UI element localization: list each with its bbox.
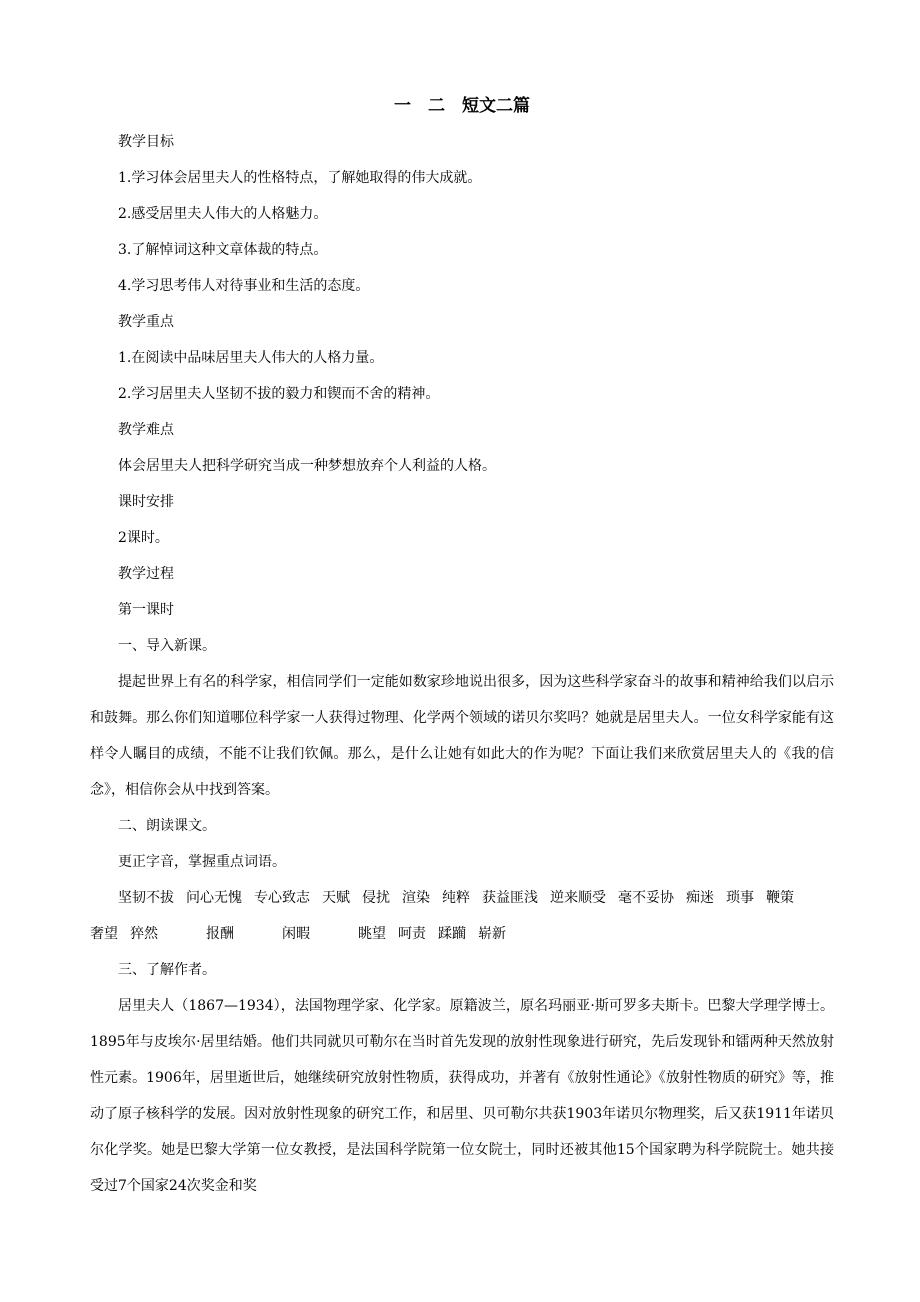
schedule-text: 2课时。: [118, 530, 169, 546]
goal-item: 2.感受居里夫人伟大的人格魅力。: [118, 206, 328, 222]
vocab-word: 报酬: [206, 926, 234, 942]
key-point-item: 1.在阅读中品味居里夫人伟大的人格力量。: [118, 350, 384, 366]
intro-paragraph: 提起世界上有名的科学家，相信同学们一定能如数家珍地说出很多，因为这些科学家奋斗的故事和精神给我们以启示和鼓舞。那么你们知道哪位科学家一人获得过物理、化学两个领域的诺贝尔奖吗？她就是居里夫人。一位女科学家能有这样令人瞩目的成绩，不能不让我们钦佩。那么，是什么让她有如此大的作为呢？下面让我们来欣赏居里夫人的《我的信念》，相信你会从中找到答案。: [90, 674, 834, 798]
vocab-word: 崭新: [478, 926, 506, 942]
vocab-word: 呵责: [398, 926, 426, 942]
heading-process: 教学过程: [118, 566, 174, 582]
vocab-word: 天赋: [322, 890, 350, 906]
vocab-word: 渲染: [402, 890, 430, 906]
document-page: [90, 88, 834, 1204]
vocab-word: 猝然: [130, 926, 158, 942]
heading-key-points: 教学重点: [118, 314, 174, 330]
section-reading-heading: 二、朗读课文。: [118, 818, 216, 834]
section-intro-heading: 一、导入新课。: [118, 638, 216, 654]
heading-goals: 教学目标: [118, 134, 174, 150]
vocab-word: 鞭策: [766, 890, 794, 906]
vocab-word: 闲暇: [282, 926, 310, 942]
heading-schedule: 课时安排: [118, 494, 174, 510]
heading-difficult-point: 教学难点: [118, 422, 174, 438]
vocab-word: 侵扰: [362, 890, 390, 906]
vocabulary-list: [90, 880, 834, 952]
vocab-word: 坚韧不拔: [118, 890, 174, 906]
vocab-word: 痴迷: [686, 890, 714, 906]
lesson-one-label: 第一课时: [118, 602, 174, 618]
goal-item: 1.学习体会居里夫人的性格特点，了解她取得的伟大成就。: [118, 170, 482, 186]
vocab-word: 蹂躏: [438, 926, 466, 942]
vocab-word: 琐事: [726, 890, 754, 906]
reading-task-text: 更正字音，掌握重点词语。: [118, 854, 286, 870]
goal-item: 4.学习思考伟人对待事业和生活的态度。: [118, 278, 370, 294]
vocab-word: 问心无愧: [186, 890, 242, 906]
vocab-word: 毫不妥协: [618, 890, 674, 906]
vocab-word: 逆来顺受: [550, 890, 606, 906]
key-point-item: 2.学习居里夫人坚韧不拔的毅力和锲而不舍的精神。: [118, 386, 440, 402]
author-paragraph: 居里夫人（1867—1934），法国物理学家、化学家。原籍波兰，原名玛丽亚·斯可罗多夫斯卡。巴黎大学理学博士。1895年与皮埃尔·居里结婚。他们共同就贝可勒尔在当时首先发现的放射性现象进行研究，先后发现钋和镭两种天然放射性元素。1906年，居里逝世后，她继续研究放射性物质，获得成功，并著有《放射性通论》《放射性物质的研究》等，推动了原子核科学的发展。因对放射性现象的研究工作，和居里、贝可勒尔共获1903年诺贝尔物理奖，后又获1911年诺贝尔化学奖。她是巴黎大学第一位女教授，是法国科学院第一位女院士，同时还被其他15个国家聘为科学院院士。她共接受过7个国家24次奖金和奖: [90, 998, 834, 1194]
page-title: 一 二 短文二篇: [394, 96, 530, 116]
vocab-word: 纯粹: [442, 890, 470, 906]
goal-item: 3.了解悼词这种文章体裁的特点。: [118, 242, 328, 258]
difficult-point-text: 体会居里夫人把科学研究当成一种梦想放弃个人利益的人格。: [118, 458, 496, 474]
section-author-heading: 三、了解作者。: [118, 962, 216, 978]
vocab-word: 获益匪浅: [482, 890, 538, 906]
vocab-word: 奢望: [90, 926, 118, 942]
vocab-word: 眺望: [358, 926, 386, 942]
vocab-word: 专心致志: [254, 890, 310, 906]
